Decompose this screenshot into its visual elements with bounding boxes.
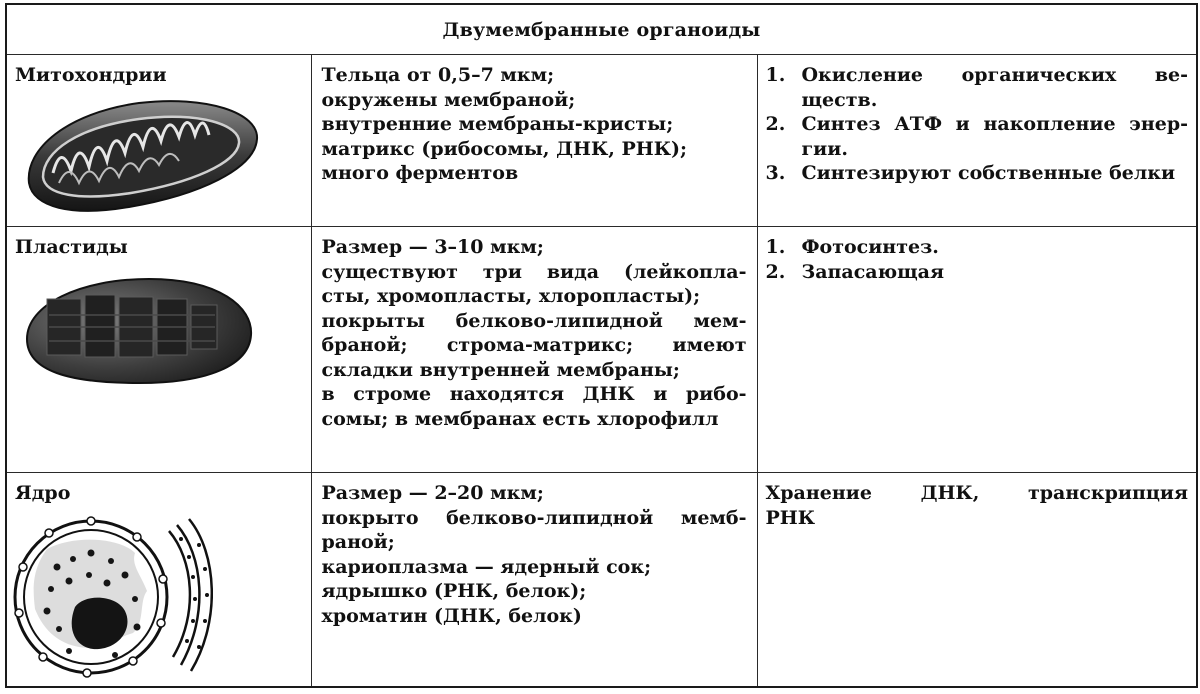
function-text: Хранение ДНК, транскрипция	[765, 482, 1189, 504]
plastid-illustration	[19, 271, 259, 391]
table-row	[6, 473, 1197, 687]
function-item	[766, 161, 1189, 186]
description-line: сомы; в мембранах есть хлорофилл	[321, 407, 719, 430]
description-line: много ферментов	[321, 162, 519, 184]
description-line: раной;	[321, 531, 395, 553]
organelle-name: Митохондрии	[15, 64, 167, 86]
description-line: покрыты белково-липидной мем-	[321, 309, 747, 332]
organelle-functions-cell	[757, 55, 1197, 227]
function-text: Окисление органических ве-	[801, 64, 1189, 86]
function-text: Запасающая	[801, 260, 944, 283]
organelle-name-cell	[6, 55, 311, 227]
description-line: внутренние мембраны-кристы;	[321, 113, 674, 135]
organelle-functions-cell	[757, 473, 1197, 687]
table-row	[6, 227, 1197, 473]
nucleus-illustration	[13, 505, 213, 681]
table-title: Двумембранные органоиды	[6, 4, 1197, 55]
function-text: гии.	[801, 137, 848, 160]
description-line: в строме находятся ДНК и рибо-	[321, 383, 747, 405]
organelle-name-cell	[6, 227, 311, 473]
function-text: Синтез АТФ и накопление энер-	[801, 113, 1189, 135]
description-line: Размер — 2–20 мкм;	[321, 482, 544, 504]
function-text: Синтезируют собственные белки	[801, 162, 1176, 184]
description-line: матрикс (рибосомы, ДНК, РНК);	[321, 137, 687, 160]
function-number: 2.	[765, 260, 786, 283]
organelle-description-cell	[311, 473, 757, 687]
organelles-table-sheet	[5, 3, 1196, 691]
function-number: 1.	[765, 64, 786, 86]
mitochondrion-illustration	[19, 91, 269, 221]
description-line: покрыто белково-липидной мемб-	[321, 506, 747, 529]
function-item	[766, 112, 1189, 161]
function-text: РНК	[765, 506, 816, 529]
function-number: 1.	[765, 236, 786, 258]
organelle-description-cell	[311, 55, 757, 227]
function-item	[766, 260, 1189, 285]
description-line: существуют три вида (лейкопла-	[321, 260, 747, 283]
organelles-table	[5, 3, 1198, 688]
function-number: 2.	[765, 113, 786, 135]
description-line: Тельца от 0,5–7 мкм;	[321, 64, 555, 86]
organelle-name: Ядро	[15, 482, 71, 504]
function-text: ществ.	[801, 88, 878, 111]
function-number: 3.	[765, 162, 786, 184]
description-line: браной; строма-матрикс; имеют	[321, 334, 747, 356]
description-line: Размер — 3–10 мкм;	[321, 236, 544, 258]
description-line: складки внутренней мембраны;	[321, 358, 680, 381]
organelle-name: Пластиды	[15, 236, 128, 258]
organelle-functions-cell	[757, 227, 1197, 473]
description-line: окружены мембраной;	[321, 88, 576, 111]
function-item	[766, 63, 1189, 112]
table-row	[6, 55, 1197, 227]
function-text: Фотосинтез.	[801, 236, 939, 258]
description-line: ядрышко (РНК, белок);	[321, 580, 587, 602]
table-header-row	[6, 4, 1197, 55]
organelle-description-cell	[311, 227, 757, 473]
description-line: кариоплазма — ядерный сок;	[321, 555, 652, 578]
description-line: сты, хромопласты, хлоропласты);	[321, 285, 701, 307]
organelle-name-cell	[6, 473, 311, 687]
description-line: хроматин (ДНК, белок)	[321, 604, 582, 627]
function-item	[766, 235, 1189, 260]
